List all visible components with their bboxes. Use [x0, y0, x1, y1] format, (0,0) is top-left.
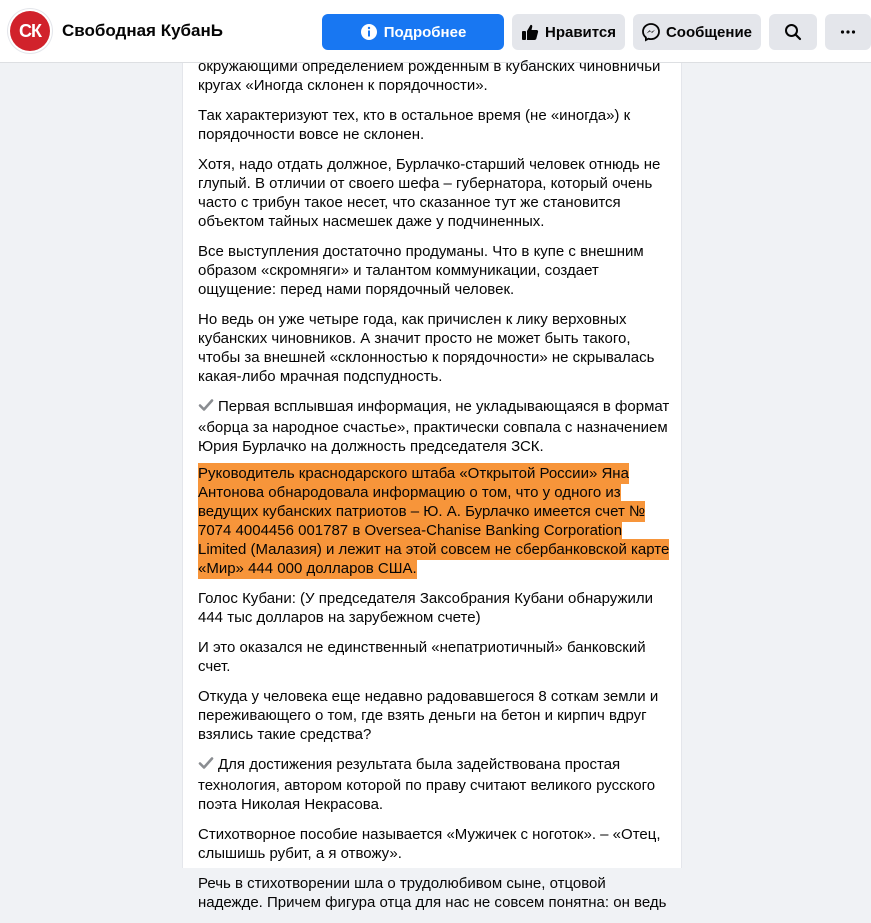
check-mark-icon [198, 397, 214, 418]
details-button[interactable] [322, 14, 504, 50]
message-label: Сообщение [665, 23, 753, 41]
paragraph-text: Первая всплывшая информация, не укладывающаяся в формат «борца за народное счастье», практически совпала с назначением Юрия Бурлачко на должность председателя ЗСК. [198, 398, 670, 455]
highlighted-text: Руководитель краснодарского штаба «Открытой России» Яна Антонова обнародовала информацию о том, что у одного из ведущих кубанских патриотов – Ю. А. Бурлачко имеется счет № 7074 4004456 001787 в Oversea-Chanise Banking Corporation Limited (Малазия) и лежит на этой совсем не сбербанковской карте «Мир» 444 000 долларов США. [198, 465, 670, 577]
avatar-initials: СК [19, 20, 41, 41]
post-paragraph: Так характеризуют тех, кто в остальное время (не «иногда») к порядочности вовсе не склонен. [198, 107, 631, 143]
post-paragraph: Стихотворное пособие называется «Мужичек с ноготок». – «Отец, слышишь рубит, а я отвожу». [198, 826, 661, 862]
post-text [198, 57, 670, 923]
more-button[interactable] [825, 14, 871, 50]
post-paragraph: Но ведь он уже четыре года, как причислен к лику верховных кубанских чиновников. А значит просто не может быть такого, чтобы за внешней «склонностью к порядочности» не скрывалась какая-либо мрачная подспудность. [198, 311, 655, 385]
post-paragraph: Хотя, надо отдать должное, Бурлачко-старший человек отнюдь не глупый. В отличии от своего шефа – губернатора, который очень часто с трибун такое несет, что сказанное тут же становится объектом тайных насмешек даже у подчиненных. [198, 156, 661, 230]
post-paragraph: И это оказался не единственный «непатриотичный» банковский счет. [198, 639, 646, 675]
check-mark-icon [198, 755, 214, 776]
post-content [182, 58, 682, 911]
highlighted-paragraph [198, 464, 670, 578]
page-header [0, 0, 871, 63]
message-button[interactable] [633, 14, 761, 50]
post-paragraph: Голос Кубани: (У председателя Заксобрания Кубани обнаружили 444 тыс долларов на зарубежном счете) [198, 590, 653, 626]
info-icon [360, 23, 378, 41]
page-name[interactable]: Свободная КубанЬ [62, 21, 223, 40]
page-avatar[interactable] [10, 11, 50, 51]
like-button[interactable] [512, 14, 625, 50]
like-label: Нравится [544, 23, 617, 41]
more-icon [839, 23, 857, 41]
details-label: Подробнее [383, 23, 467, 41]
paragraph-text: Для достижения результата была задействована простая технология, автором которой по праву считают великого русского поэта Николая Некрасова. [198, 756, 656, 813]
search-icon [784, 23, 802, 41]
messenger-icon [642, 23, 660, 41]
post-paragraph: Речь в стихотворении шла о трудолюбивом сыне, отцовой надежде. Причем фигура отца для нас не совсем понятна: он ведь [198, 875, 667, 911]
post-paragraph: Все выступления достаточно продуманы. Что в купе с внешним образом «скромняги» и талантом коммуникации, создает ощущение: перед нами порядочный человек. [198, 243, 644, 298]
thumbs-up-icon [521, 23, 539, 41]
post-paragraph: Откуда у человека еще недавно радовавшегося 8 соткам земли и переживающего о том, где взять деньги на бетон и кирпич вдруг взялись такие средства? [198, 688, 659, 743]
search-button[interactable] [769, 14, 817, 50]
post-paragraph: окружающими определением рожденным в кубанских чиновничьи кругах «Иногда склонен к порядочности». [198, 58, 661, 94]
post-paragraph-checked [198, 755, 670, 814]
post-paragraph-checked [198, 397, 670, 456]
